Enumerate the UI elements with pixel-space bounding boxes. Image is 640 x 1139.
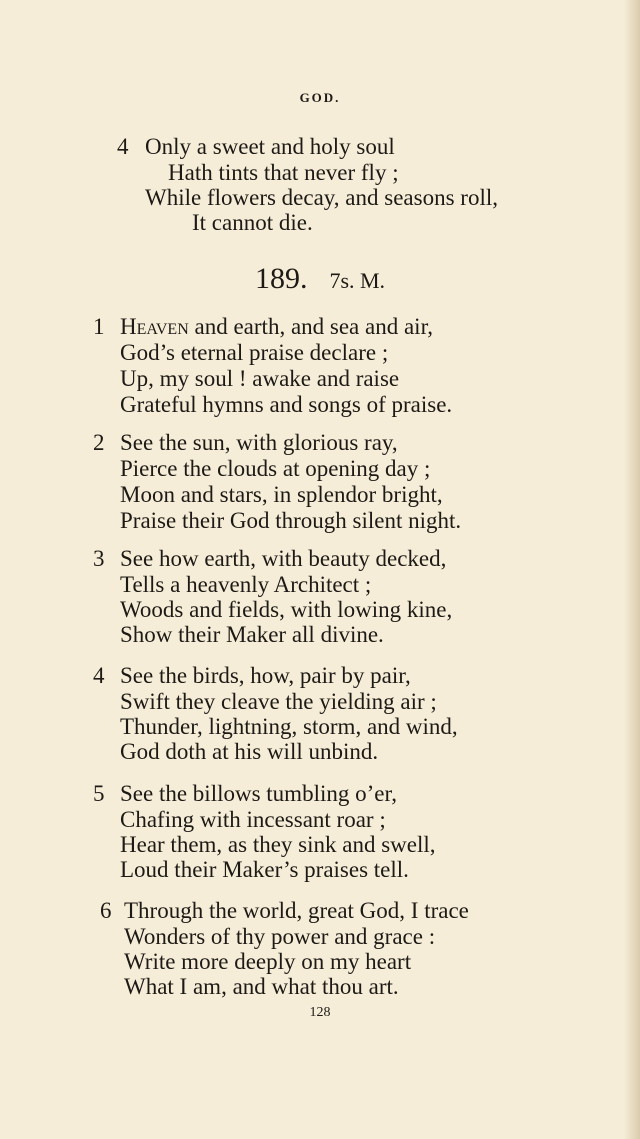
stanza-number: 3 [93, 546, 105, 571]
stanza-line: Hear them, as they sink and swell, [120, 832, 436, 857]
stanza-line-rest: and earth, and sea and air, [188, 314, 434, 339]
page-edge-shadow [624, 0, 640, 1139]
stanza-line: See how earth, with beauty decked, [120, 546, 447, 571]
stanza-line: Chafing with incessant roar ; [120, 807, 386, 832]
stanza-line: God doth at his will unbind. [120, 739, 379, 764]
stanza-line: Woods and fields, with lowing kine, [120, 597, 453, 622]
stanza-line: Up, my soul ! awake and raise [120, 366, 400, 391]
stanza-line: See the billows tumbling o’er, [120, 781, 397, 806]
stanza-line: Loud their Maker’s praises tell. [120, 857, 409, 882]
stanza-line: What I am, and what thou art. [124, 974, 399, 999]
hymn-heading [0, 262, 640, 296]
stanza-line: Thunder, lightning, storm, and wind, [120, 714, 458, 739]
page-number: 128 [309, 1005, 331, 1020]
stanza-line: Praise their God through silent night. [120, 508, 462, 533]
stanza-line: Only a sweet and holy soul [145, 134, 395, 159]
stanza-number: 6 [100, 898, 112, 923]
stanza-line: Moon and stars, in splendor bright, [120, 482, 443, 507]
stanza-line: Swift they cleave the yielding air ; [120, 689, 437, 714]
stanza-line: See the sun, with glorious ray, [120, 430, 398, 455]
stanza-line: See the birds, how, pair by pair, [120, 663, 411, 688]
stanza-line: Write more deeply on my heart [124, 949, 412, 974]
hymn-meter: 7s. M. [329, 268, 386, 293]
stanza-number: 1 [93, 314, 105, 339]
stanza-line: Hath tints that never fly ; [168, 160, 399, 185]
stanza-line: While flowers decay, and seasons roll, [145, 185, 498, 210]
stanza-line: Show their Maker all divine. [120, 622, 384, 647]
stanza-line: Grateful hymns and songs of praise. [120, 392, 453, 417]
stanza-number: 2 [93, 430, 105, 455]
stanza-line: God’s eternal praise declare ; [120, 340, 389, 365]
stanza-line: It cannot die. [192, 210, 313, 235]
hymn-number: 189. [254, 262, 308, 295]
stanza-first-word: Heaven [120, 314, 189, 339]
stanza-number: 4 [117, 134, 129, 159]
stanza-number: 5 [93, 781, 105, 806]
stanza-line: Tells a heavenly Architect ; [120, 572, 372, 597]
running-head: GOD. [299, 90, 341, 105]
stanza-number: 4 [93, 663, 105, 688]
stanza-line: Pierce the clouds at opening day ; [120, 456, 431, 481]
stanza-line [120, 314, 433, 340]
stanza-line: Wonders of thy power and grace : [124, 924, 436, 949]
stanza-line: Through the world, great God, I trace [124, 898, 469, 923]
